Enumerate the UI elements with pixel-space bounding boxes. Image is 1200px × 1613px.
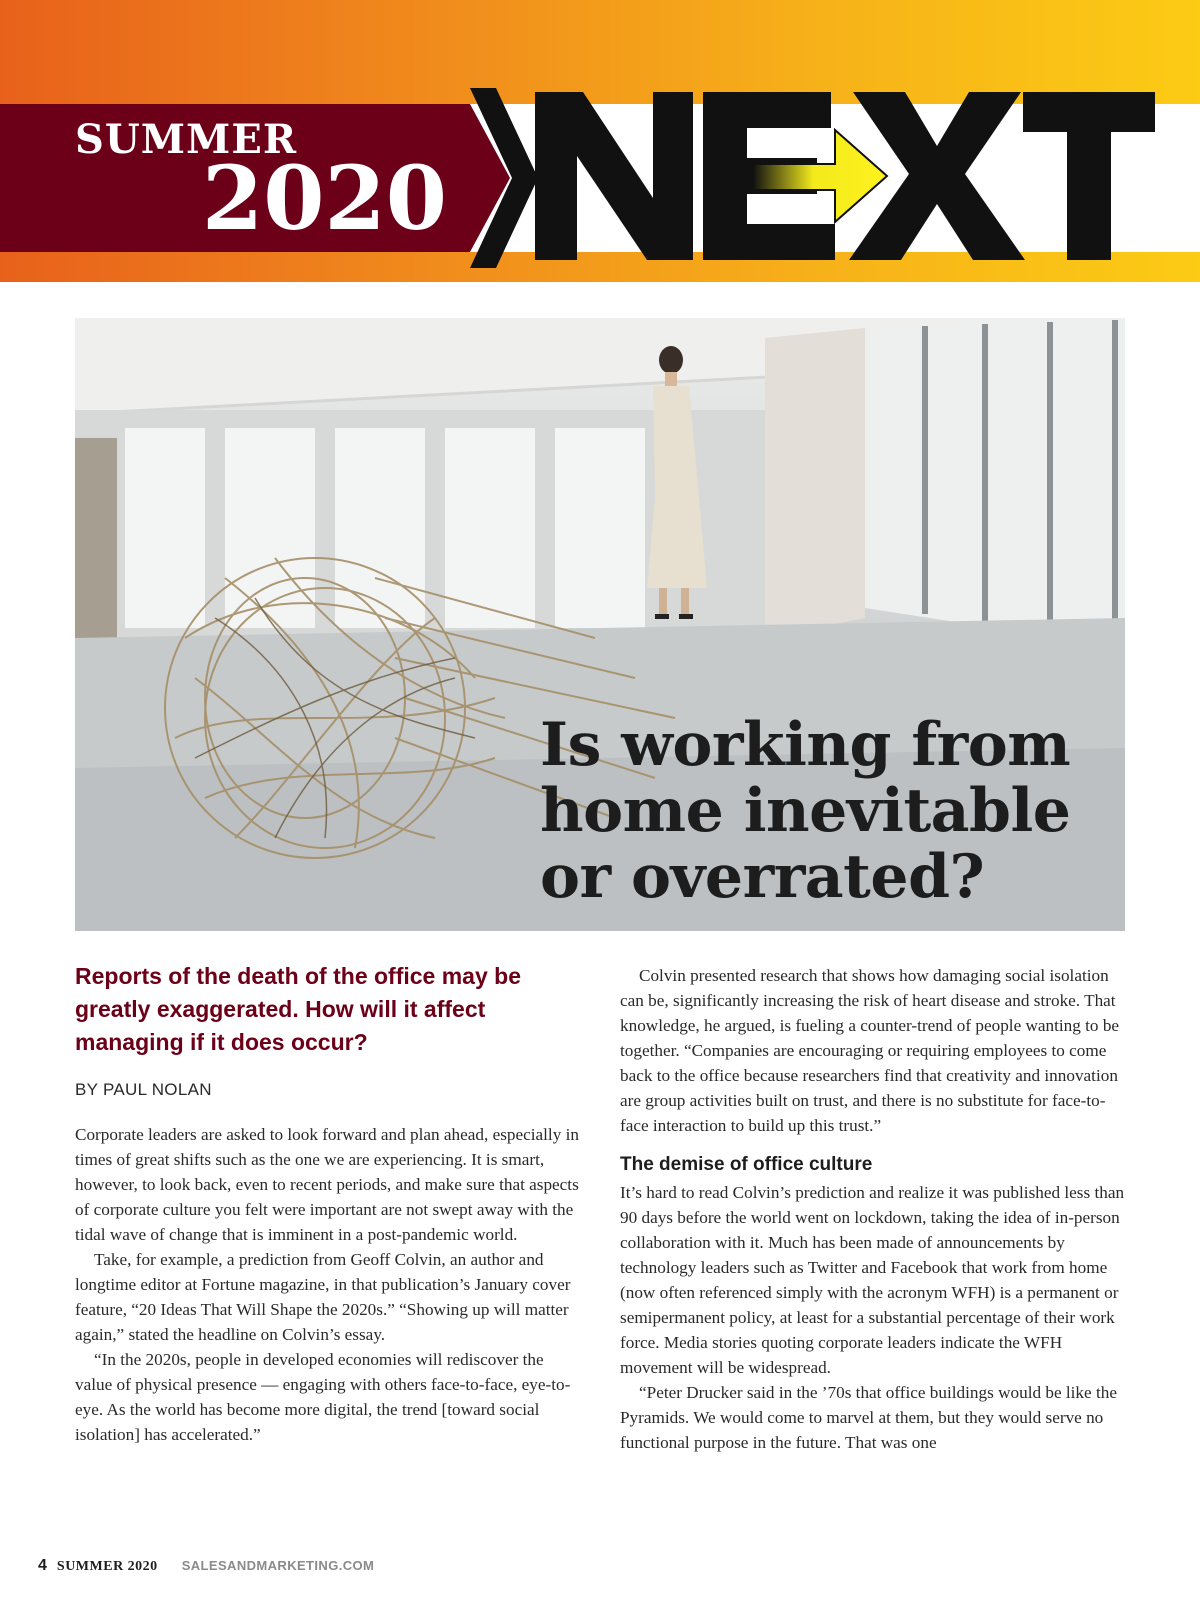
issue-season: SUMMER: [75, 116, 298, 163]
paragraph: Take, for example, a prediction from Geoff Colvin, an author and longtime editor at Fortune magazine, in that publication’s January cover feature, “20 Ideas That Will Shape the 2020s.” “Showing up will matter again,” stated the headline on Colvin’s essay.: [75, 1250, 571, 1344]
next-logo: [535, 78, 1155, 274]
paragraph: “Peter Drucker said in the ’70s that office buildings would be like the Pyramids. We would come to marvel at them, but they would serve no functional purpose in the future. That was one: [620, 1383, 1117, 1452]
paragraph: “In the 2020s, people in developed economies will rediscover the value of physical presence — engaging with others face-to-face, eye-to-eye. As the world has become more digital, the trend [toward social isolation] has accelerated.”: [75, 1350, 571, 1444]
footer-issue: SUMMER 2020: [56, 1559, 158, 1574]
article-column-right: [620, 963, 1130, 1455]
section-header: [0, 0, 1200, 282]
paragraph: Colvin presented research that shows how damaging social isolation can be, significantly increasing the risk of heart disease and stroke. That knowledge, he argued, is fueling a counter-trend of people wanting to be together. “Companies are encouraging or requiring employees to come back to the office because researchers find that creativity and innovation are group activities built on trust, and there is no substitute for face-to-face interaction to build up this trust.”: [620, 966, 1120, 1135]
article-headline: Is working from home inevitable or overrated?: [540, 710, 1071, 912]
paragraph: It’s hard to read Colvin’s prediction and realize it was published less than 90 days before the world went on lockdown, taking the idea of in-person collaboration with it. Much has been made of announcements by technology leaders such as Twitter and Facebook that work from home (now often referenced simply with the acronym WFH) is a permanent or semipermanent policy, at least for a substantial percentage of their work force. Media stories quoting corporate leaders indicate the WFH movement will be widespread.: [620, 1183, 1125, 1377]
section-subhead: The demise of office culture: [620, 1154, 873, 1175]
article-column-left: [75, 1122, 585, 1447]
paragraph: Corporate leaders are asked to look forward and plan ahead, especially in times of great shifts such as the one we are experiencing. It is smart, however, to look back, even to recent periods, and make sure that aspects of corporate culture you felt were important are not swept away with the tidal wave of change that is imminent in a post-pandemic world.: [75, 1125, 579, 1244]
issue-year: 2020: [202, 146, 447, 250]
article-deck: Reports of the death of the office may be greatly exaggerated. How will it affect managing if it does occur?: [75, 963, 521, 1055]
article-byline: BY PAUL NOLAN: [75, 1080, 212, 1099]
page-footer: [38, 1557, 374, 1577]
footer-site-link[interactable]: SALESANDMARKETING.COM: [181, 1558, 375, 1573]
page-number: 4: [38, 1557, 47, 1574]
